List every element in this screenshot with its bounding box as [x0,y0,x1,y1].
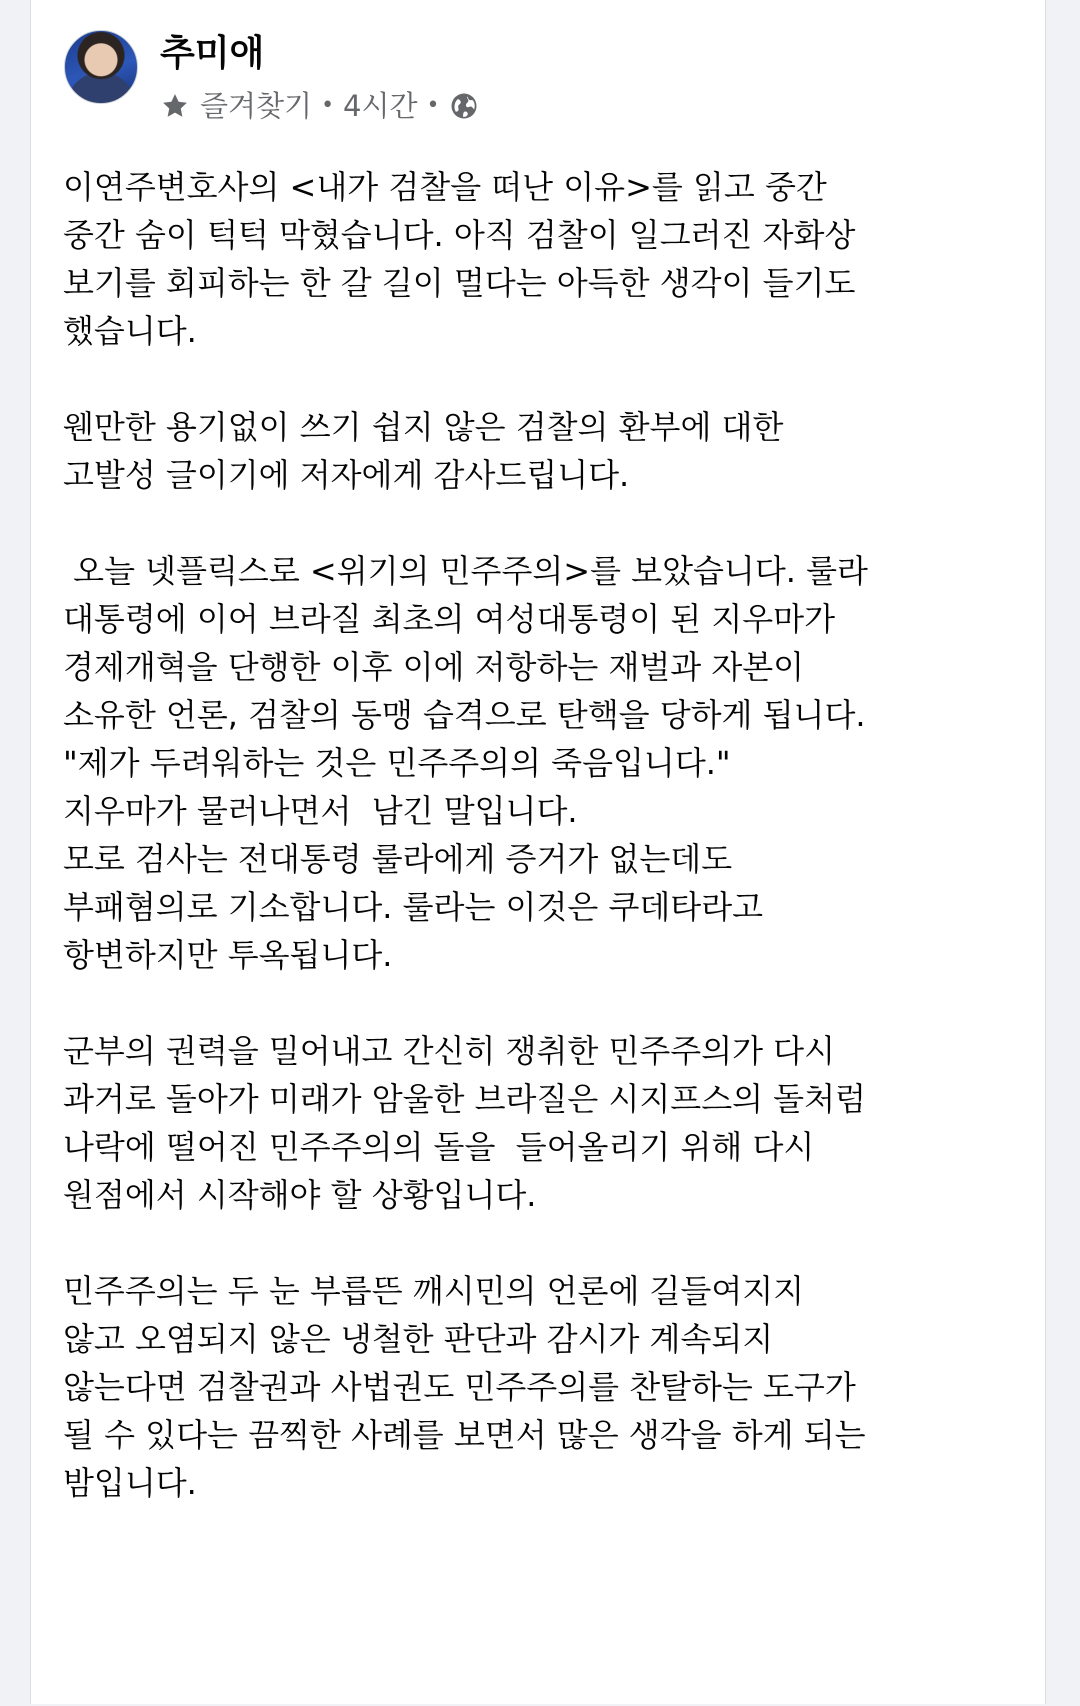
author-avatar[interactable] [64,30,138,104]
post-text-line: 소유한 언론, 검찰의 동맹 습격으로 탄핵을 당하게 됩니다. [63,696,866,734]
header-text [160,30,479,124]
post-text-line: 항변하지만 투옥됩니다. [63,936,393,974]
post-text-line: 나락에 떨어진 민주주의의 돌을 들어올리기 위해 다시 [63,1128,815,1166]
paragraph-gap [63,1219,1033,1267]
meta-separator: • [426,93,440,118]
post-text-line: 고발성 글이기에 저자에게 감사드립니다. [63,456,630,494]
post-text-line: 중간 숨이 턱턱 막혔습니다. 아직 검찰이 일그러진 자화상 [63,216,856,254]
post-text-line: 않는다면 검찰권과 사법권도 민주주의를 찬탈하는 도구가 [63,1368,856,1406]
post-body [63,163,1033,1507]
post-text-line: 군부의 권력을 밀어내고 간신히 쟁취한 민주주의가 다시 [63,1032,836,1070]
globe-icon[interactable] [449,91,479,121]
post-text-line: "제가 두려워하는 것은 민주주의의 죽음입니다." [63,744,731,782]
meta-separator: • [321,93,335,118]
post-text-line: 않고 오염되지 않은 냉철한 판단과 감시가 계속되지 [63,1320,774,1358]
post-meta [160,88,479,124]
post-text-line: 모로 검사는 전대통령 룰라에게 증거가 없는데도 [63,840,733,878]
star-icon [160,91,190,121]
post-text-line: 웬만한 용기없이 쓰기 쉽지 않은 검찰의 환부에 대한 [63,408,784,446]
post-text-line: 밤입니다. [63,1464,197,1502]
post-timestamp[interactable]: 4시간 [343,89,418,123]
post-text-line: 될 수 있다는 끔찍한 사례를 보면서 많은 생각을 하게 되는 [63,1416,866,1454]
post-header [64,30,479,124]
paragraph-gap [63,355,1033,403]
audience-label[interactable]: 즐겨찾기 [200,89,313,123]
post-text-line: 보기를 회피하는 한 갈 길이 멀다는 아득한 생각이 들기도 [63,264,856,302]
post-text-line: 과거로 돌아가 미래가 암울한 브라질은 시지프스의 돌처럼 [63,1080,866,1118]
post-text-line: 이연주변호사의 <내가 검찰을 떠난 이유>를 읽고 중간 [63,168,827,206]
author-name[interactable]: 추미애 [160,33,265,74]
paragraph-gap [63,499,1033,547]
post-card [30,0,1046,1704]
post-text-line: 원점에서 시작해야 할 상황입니다. [63,1176,537,1214]
post-text-line: 했습니다. [63,312,197,350]
paragraph-gap [63,979,1033,1027]
post-text-line: 지우마가 물러나면서 남긴 말입니다. [63,792,578,830]
post-text-line: 민주주의는 두 눈 부릅뜬 깨시민의 언론에 길들여지지 [63,1272,805,1310]
post-text-line: 오늘 넷플릭스로 <위기의 민주주의>를 보았습니다. 룰라 [63,552,868,590]
post-text-line: 대통령에 이어 브라질 최초의 여성대통령이 된 지우마가 [63,600,836,638]
post-text-line: 경제개혁을 단행한 이후 이에 저항하는 재벌과 자본이 [63,648,805,686]
post-text-line: 부패혐의로 기소합니다. 룰라는 이것은 쿠데타라고 [63,888,764,926]
